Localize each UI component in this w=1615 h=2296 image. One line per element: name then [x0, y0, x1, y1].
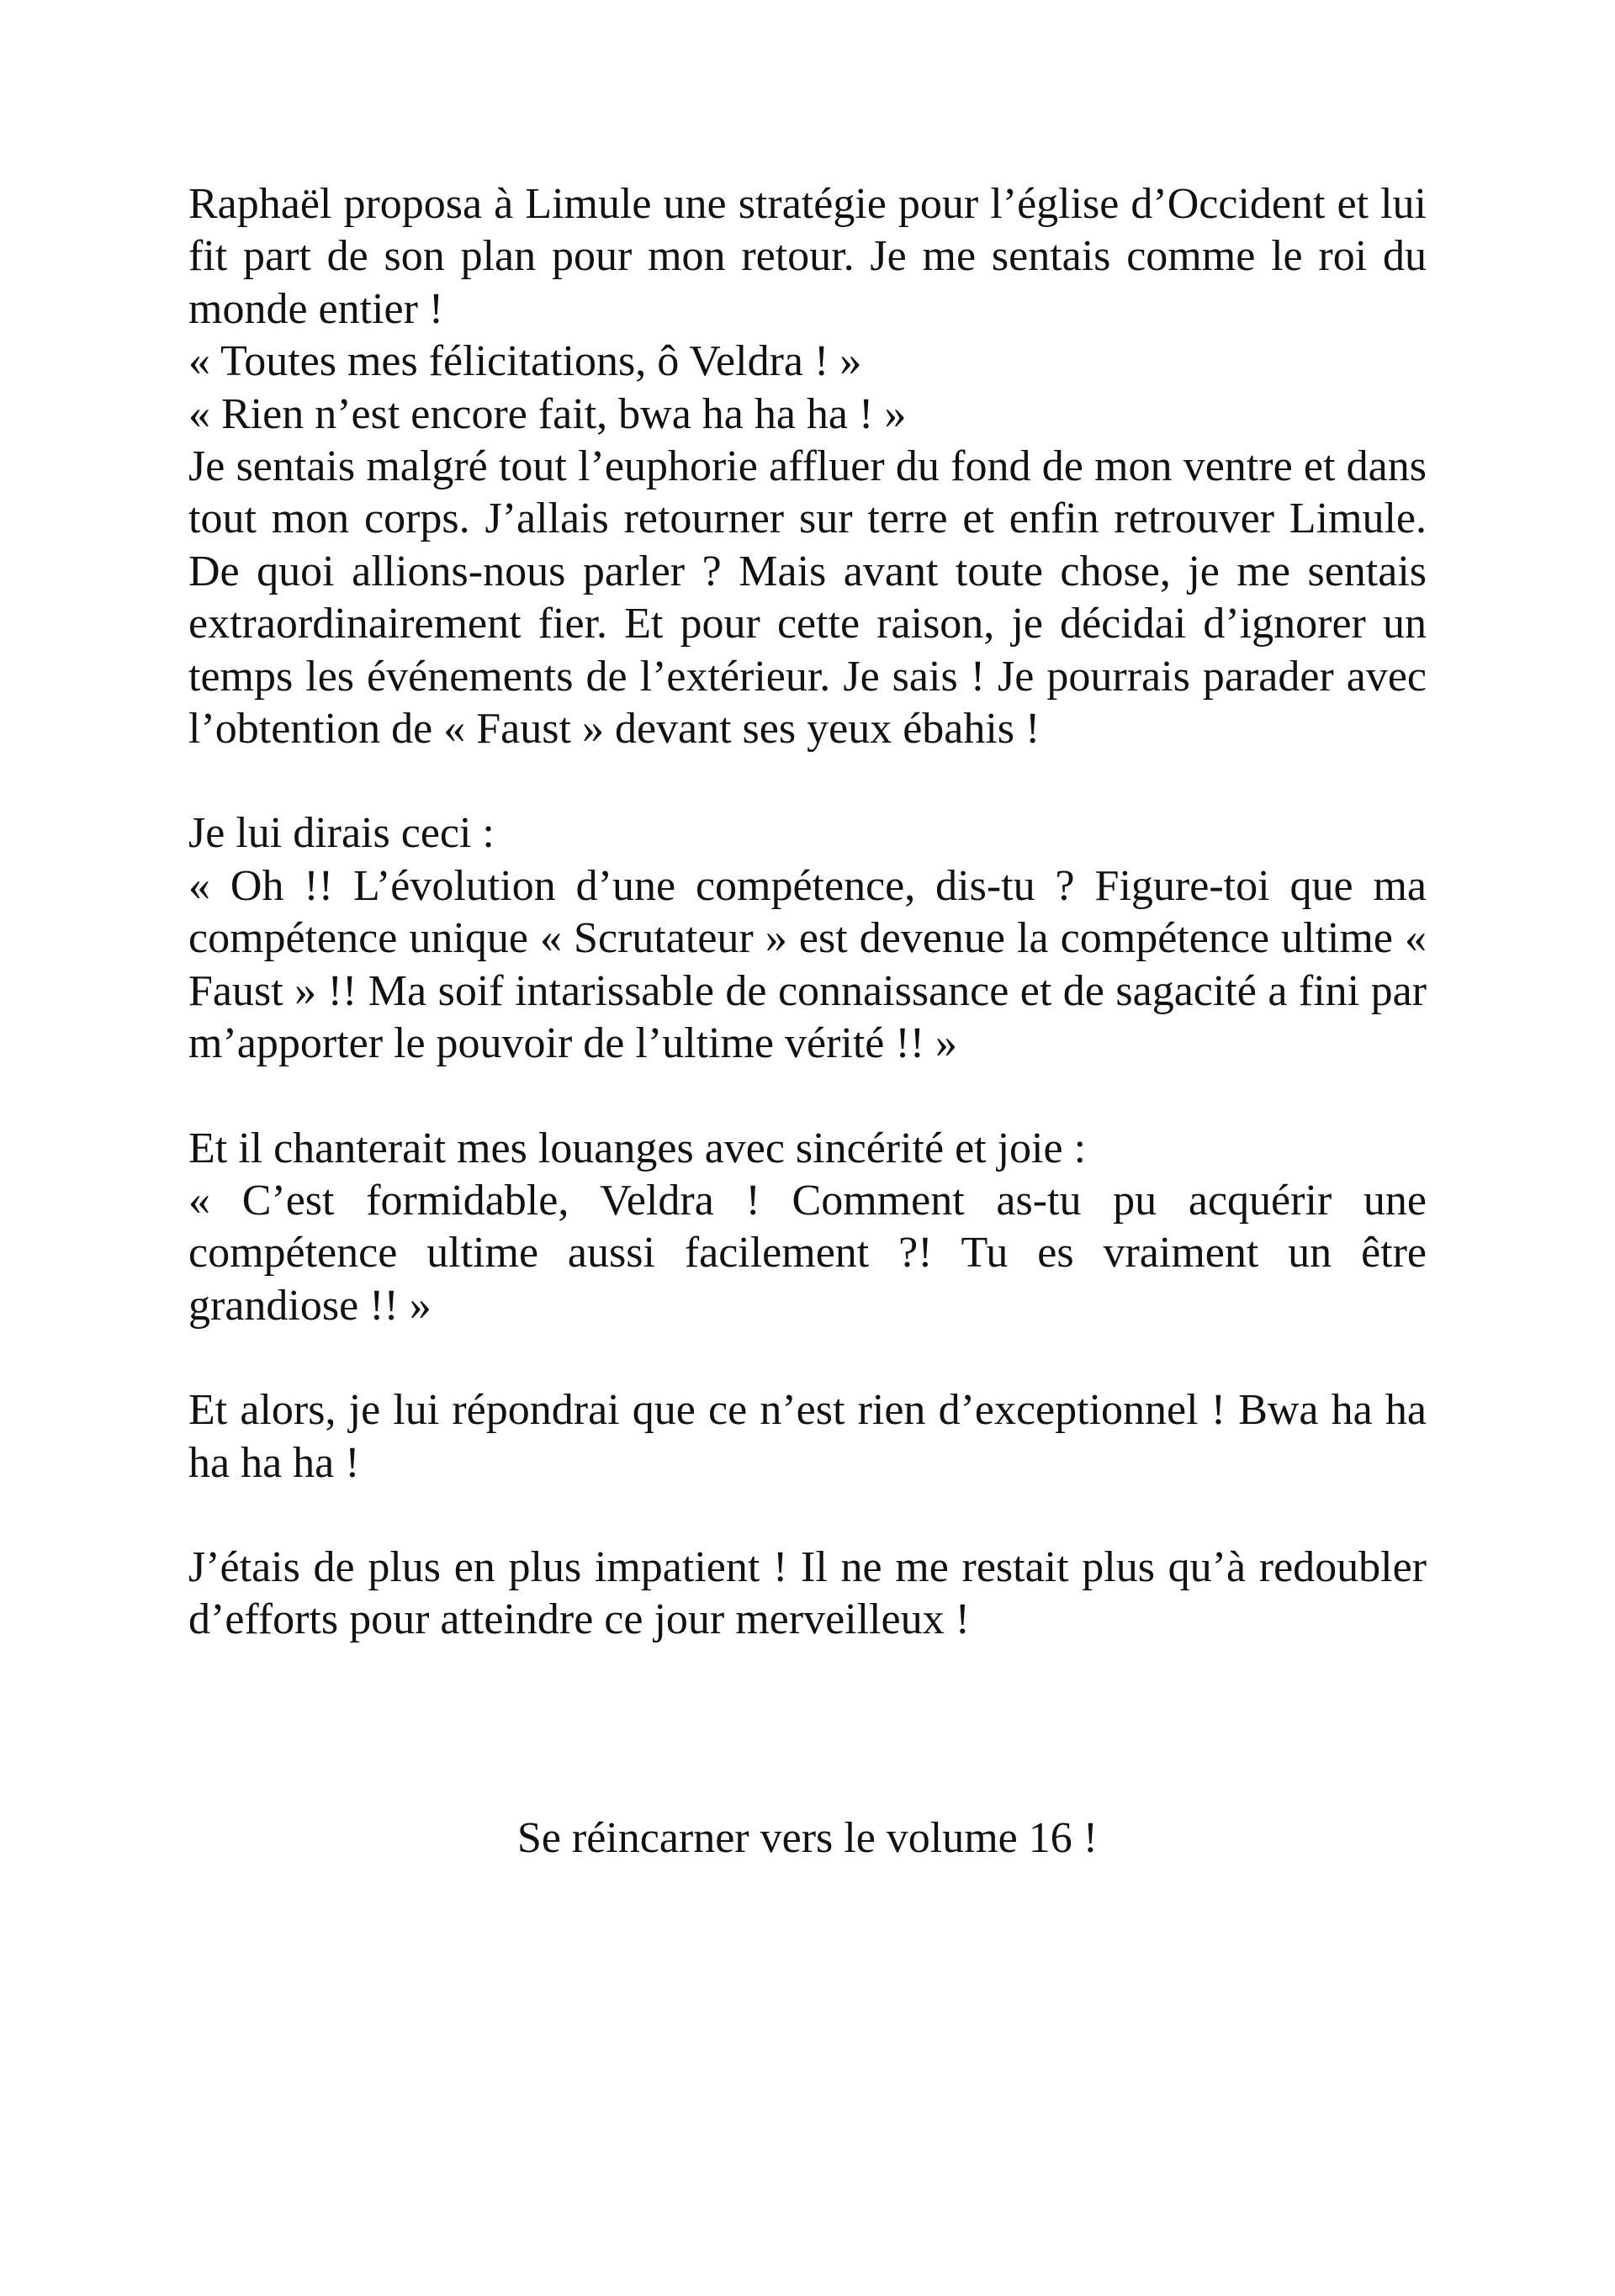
paragraph-gap: [188, 1332, 1427, 1384]
dialogue-formidable: « C’est formidable, Veldra ! Comment as-tu pu acquérir une compétence ultime aussi facilement ?! Tu es vraiment un être grandiose !! »: [188, 1176, 1427, 1330]
dialogue-skill-evolution: « Oh !! L’évolution d’une compétence, dis-tu ? Figure-toi que ma compétence unique « Scrutateur » est devenue la compétence ultime « Faust » !! Ma soif intarissable de connaissance et de sagacité a fini par m’apporter le pouvoir de l’ultime vérité !! »: [188, 861, 1427, 1068]
paragraph-gap: [188, 755, 1427, 807]
paragraph-euphoria: Je sentais malgré tout l’euphorie affluer du fond de mon ventre et dans tout mon corps. J’allais retourner sur terre et enfin retrouver Limule. De quoi allions-nous parler ? Mais avant toute chose, je me sentais extraordinairement fier. Et pour cette raison, je décidai d’ignorer un temps les événements de l’extérieur. Je sais ! Je pourrais parader avec l’obtention de « Faust » devant ses yeux ébahis !: [188, 442, 1427, 754]
paragraph-gap: [188, 1071, 1427, 1123]
paragraph-i-would-say: Je lui dirais ceci :: [188, 809, 495, 858]
dialogue-congratulations: « Toutes mes félicitations, ô Veldra ! »: [188, 337, 862, 386]
body-text: [188, 178, 1427, 1647]
paragraph-gap: [188, 1489, 1427, 1542]
paragraph-praise: Et il chanterait mes louanges avec sincérité et joie :: [188, 1124, 1087, 1172]
paragraph-strategy: Raphaël proposa à Limule une stratégie pour l’église d’Occident et lui fit part de son plan pour mon retour. Je me sentais comme le roi du monde entier !: [188, 180, 1427, 333]
dialogue-nothing-done: « Rien n’est encore fait, bwa ha ha ha ! »: [188, 389, 907, 438]
closing-line: Se réincarner vers le volume 16 !: [516, 1814, 1099, 1862]
paragraph-impatient: J’étais de plus en plus impatient ! Il ne me restait plus qu’à redoubler d’efforts pour atteindre ce jour merveilleux !: [188, 1542, 1427, 1644]
paragraph-reply: Et alors, je lui répondrai que ce n’est rien d’exceptionnel ! Bwa ha ha ha ha ha !: [188, 1386, 1427, 1487]
